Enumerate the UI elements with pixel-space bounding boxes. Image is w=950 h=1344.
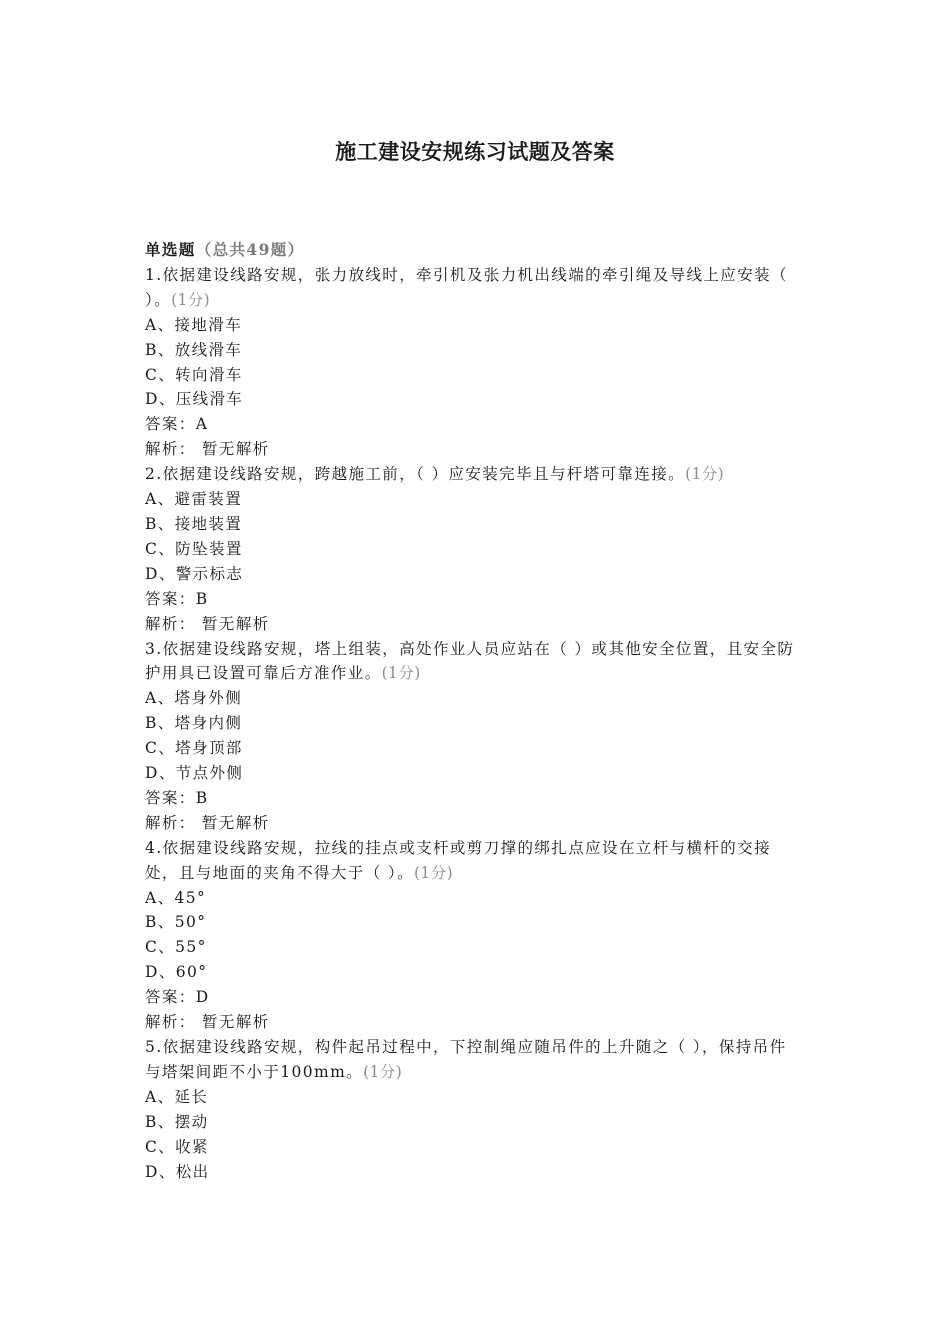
option-b: B、接地装置 bbox=[145, 514, 243, 533]
option-d: D、60° bbox=[145, 963, 208, 982]
option-a: A、延长 bbox=[145, 1087, 209, 1106]
section-count: （总共49题） bbox=[195, 240, 305, 259]
option-b: B、塔身内侧 bbox=[145, 714, 243, 733]
question-2 bbox=[145, 462, 800, 636]
option-a: A、塔身外侧 bbox=[145, 689, 243, 708]
question-score: (1分) bbox=[685, 465, 725, 484]
question-score: (1分) bbox=[363, 1062, 403, 1081]
option-d: D、警示标志 bbox=[145, 564, 244, 583]
option-a: A、接地滑车 bbox=[145, 315, 243, 334]
page-title: 施工建设安规练习试题及答案 bbox=[335, 139, 615, 164]
answer: 答案：B bbox=[145, 788, 209, 807]
question-stem: 3.依据建设线路安规，塔上组装，高处作业人员应站在（ ）或其他安全位置，且安全防护用具已设置可靠后方准作业。(1分) bbox=[145, 639, 795, 683]
question-4 bbox=[145, 836, 800, 1035]
option-b: B、摆动 bbox=[145, 1112, 209, 1131]
question-score: (1分) bbox=[413, 863, 454, 882]
analysis: 解析： 暂无解析 bbox=[145, 1013, 270, 1032]
question-stem: 2.依据建设线路安规，跨越施工前，（ ）应安装完毕且与杆塔可靠连接。(1分) bbox=[145, 465, 725, 484]
section-heading bbox=[145, 238, 800, 263]
option-b: B、放线滑车 bbox=[145, 340, 243, 359]
section-label: 单选题 bbox=[145, 240, 196, 259]
question-5 bbox=[145, 1035, 800, 1184]
question-score: (1分) bbox=[171, 290, 211, 309]
option-c: C、防坠装置 bbox=[145, 539, 243, 558]
option-c: C、转向滑车 bbox=[145, 365, 243, 384]
analysis: 解析： 暂无解析 bbox=[145, 440, 270, 459]
option-c: C、收紧 bbox=[145, 1137, 209, 1156]
question-3 bbox=[145, 637, 800, 836]
answer: 答案：A bbox=[145, 415, 209, 434]
question-score: (1分) bbox=[381, 664, 421, 683]
question-stem: 4.依据建设线路安规，拉线的挂点或支杆或剪刀撑的绑扎点应设在立杆与横杆的交接处，且与地面的夹角不得大于（ ）。(1分) bbox=[145, 838, 771, 882]
option-a: A、避雷装置 bbox=[145, 490, 243, 509]
option-b: B、50° bbox=[145, 913, 207, 932]
question-stem: 1.依据建设线路安规，张力放线时，牵引机及张力机出线端的牵引绳及导线上应安装（ ）。(1分) bbox=[145, 265, 788, 309]
question-stem: 5.依据建设线路安规，构件起吊过程中，下控制绳应随吊件的上升随之（ ），保持吊件与塔架间距不小于100mm。(1分) bbox=[145, 1038, 787, 1081]
answer: 答案：B bbox=[145, 589, 209, 608]
option-d: D、节点外侧 bbox=[145, 764, 244, 783]
option-c: C、塔身顶部 bbox=[145, 739, 243, 758]
analysis: 解析： 暂无解析 bbox=[145, 614, 270, 633]
question-1 bbox=[145, 263, 800, 462]
option-a: A、45° bbox=[145, 888, 207, 907]
analysis: 解析： 暂无解析 bbox=[145, 813, 270, 832]
document-body bbox=[145, 238, 800, 1184]
option-d: D、松出 bbox=[145, 1162, 210, 1181]
answer: 答案：D bbox=[145, 988, 210, 1007]
option-c: C、55° bbox=[145, 938, 207, 957]
option-d: D、压线滑车 bbox=[145, 390, 244, 409]
